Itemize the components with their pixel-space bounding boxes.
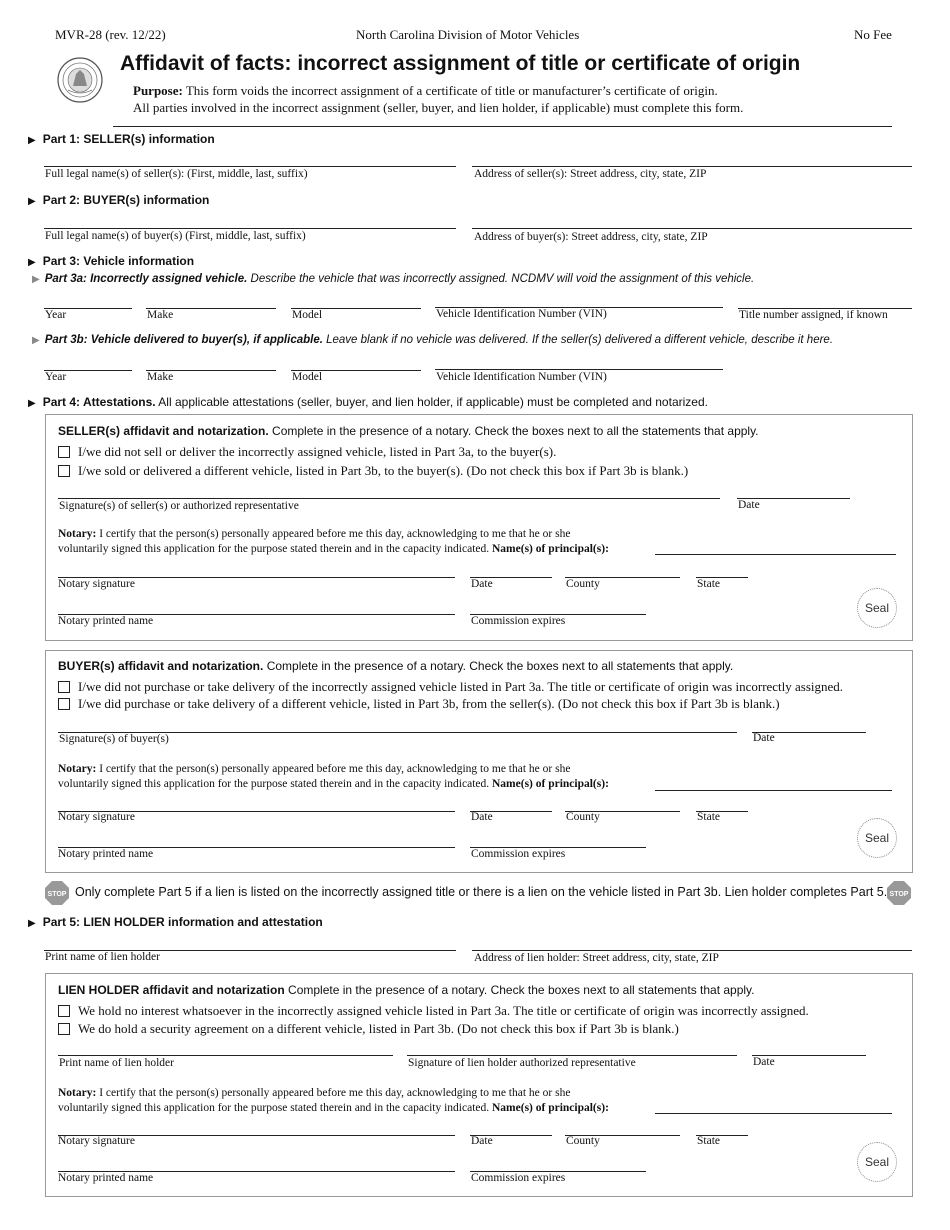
arrow-icon: ▶ [32, 335, 40, 346]
buyer-notary-signature-label: Notary signature [58, 811, 135, 823]
buyer-notary-commission-label: Commission expires [471, 848, 566, 860]
svg-text:STOP: STOP [889, 891, 909, 898]
arrow-icon: ▶ [32, 274, 40, 285]
seller-notary-state-label: State [697, 578, 720, 590]
arrow-icon: ▶ [28, 257, 36, 268]
lienholder-checkbox-1[interactable] [58, 1005, 70, 1017]
seller-notary-county-label: County [566, 578, 600, 590]
seller-notary-commission-label: Commission expires [471, 615, 566, 627]
buyer-notary-county-label: County [566, 811, 600, 823]
part1-heading: ▶ Part 1: SELLER(s) information [28, 132, 215, 146]
lienholder-notary-signature-label: Notary signature [58, 1135, 135, 1147]
purpose-label: Purpose: [133, 83, 183, 98]
seller-address-field[interactable] [472, 166, 912, 167]
seller-signature-label: Signature(s) of seller(s) or authorized representative [59, 500, 299, 512]
buyer-name-label: Full legal name(s) of buyer(s) (First, middle, last, suffix) [45, 230, 306, 242]
part3b-year-label: Year [45, 371, 67, 383]
part4-heading: ▶ Part 4: Attestations. All applicable attestations (seller, buyer, and lien holder, if applicable) must be completed and notarized. [28, 395, 708, 409]
form-id: MVR-28 (rev. 12/22) [55, 27, 166, 42]
lienholder-signature-field[interactable] [407, 1055, 737, 1056]
stop-sign-icon [44, 880, 70, 906]
seller-signature-field[interactable] [58, 498, 720, 499]
part3b-model-label: Model [292, 371, 323, 383]
lienholder-checkbox-2[interactable] [58, 1023, 70, 1035]
arrow-icon: ▶ [28, 135, 36, 146]
seller-notary-printed-name-label: Notary printed name [58, 615, 154, 627]
part2-heading: ▶ Part 2: BUYER(s) information [28, 193, 210, 207]
seller-notary-seal: Seal [857, 588, 897, 628]
part3a-year-label: Year [45, 309, 67, 321]
lienholder-notary-printed-name-label: Notary printed name [58, 1172, 154, 1184]
seller-notary-date-label: Date [471, 578, 493, 590]
lienholder-address-label: Address of lien holder: Street address, city, state, ZIP [474, 952, 719, 964]
lienholder-box-heading: LIEN HOLDER affidavit and notarization Complete in the presence of a notary. Check the boxes next to all statements that apply. [58, 983, 755, 997]
purpose-line-2: All parties involved in the incorrect assignment (seller, buyer, and lien holder, if applicable) must complete this form. [133, 100, 744, 115]
lienholder-notary-commission-label: Commission expires [471, 1172, 566, 1184]
lienholder-notary-statement: Notary: I certify that the person(s) personally appeared before me this day, acknowledging to me that he or she voluntarily signed this application for the purpose stated therein and in the capacity indicated. Name(s) of principal(s): [58, 1087, 609, 1114]
buyer-check-1: I/we did not purchase or take delivery of the incorrectly assigned vehicle listed in Part 3a. The title or certificate of origin was incorrectly assigned. [58, 679, 843, 695]
part3b-make-label: Make [147, 371, 174, 383]
seller-name-field[interactable] [44, 166, 456, 167]
buyer-address-field[interactable] [472, 228, 912, 229]
seller-notary-statement: Notary: I certify that the person(s) personally appeared before me this day, acknowledging to me that he or she voluntarily signed this application for the purpose stated therein and in the capacity indicated. Name(s) of principal(s): [58, 528, 609, 555]
buyer-notary-date-label: Date [471, 811, 493, 823]
agency-name: North Carolina Division of Motor Vehicles [356, 27, 580, 42]
form-title: Affidavit of facts: incorrect assignment of title or certificate of origin [120, 52, 801, 75]
fee-note: No Fee [854, 27, 892, 42]
lienholder-notary-date-label: Date [471, 1135, 493, 1147]
part3a-vin-label: Vehicle Identification Number (VIN) [436, 308, 607, 320]
lienholder-check-1: We hold no interest whatsoever in the incorrectly assigned vehicle listed in Part 3a. The title or certificate of origin was incorrectly assigned. [58, 1003, 809, 1019]
lienholder-signature-label: Signature of lien holder authorized representative [408, 1057, 636, 1069]
buyer-date-label: Date [753, 732, 775, 744]
buyer-box-heading: BUYER(s) affidavit and notarization. Complete in the presence of a notary. Check the boxes next to all statements that apply. [58, 659, 734, 673]
buyer-name-field[interactable] [44, 228, 456, 229]
buyer-notary-state-label: State [697, 811, 720, 823]
seller-principal-field[interactable] [655, 554, 896, 555]
state-seal-icon [56, 56, 104, 104]
seller-address-label: Address of seller(s): Street address, city, state, ZIP [474, 168, 707, 180]
arrow-icon: ▶ [28, 196, 36, 207]
buyer-notary-seal: Seal [857, 818, 897, 858]
buyer-principal-field[interactable] [655, 790, 892, 791]
lienholder-notary-county-label: County [566, 1135, 600, 1147]
seller-checkbox-1[interactable] [58, 446, 70, 458]
lienholder-address-field[interactable] [472, 950, 912, 951]
lienholder-print-name-field[interactable] [58, 1055, 393, 1056]
seller-notary-signature-label: Notary signature [58, 578, 135, 590]
buyer-checkbox-2[interactable] [58, 698, 70, 710]
buyer-signature-label: Signature(s) of buyer(s) [59, 733, 169, 745]
part5-heading: ▶ Part 5: LIEN HOLDER information and attestation [28, 915, 323, 929]
svg-text:STOP: STOP [47, 891, 67, 898]
part3b-vin-label: Vehicle Identification Number (VIN) [436, 371, 607, 383]
seller-check-2: I/we sold or delivered a different vehicle, listed in Part 3b, to the buyer(s). (Do not check this box if Part 3b is blank.) [58, 463, 688, 479]
lienholder-notary-seal: Seal [857, 1142, 897, 1182]
part3b-heading: ▶ Part 3b: Vehicle delivered to buyer(s), if applicable. Leave blank if no vehicle was delivered. If the seller(s) delivered a different vehicle, describe it here. [32, 334, 834, 346]
lienholder-name-label: Print name of lien holder [45, 951, 160, 963]
arrow-icon: ▶ [28, 918, 36, 929]
seller-checkbox-2[interactable] [58, 465, 70, 477]
purpose-line-1: This form voids the incorrect assignment of a certificate of title or manufacturer’s certificate of origin. [182, 83, 718, 98]
part3a-model-label: Model [292, 309, 323, 321]
buyer-check-2: I/we did purchase or take delivery of a different vehicle, listed in Part 3b, from the seller(s). (Do not check this box if Part 3b is blank.) [58, 696, 780, 712]
part3b-vin-field[interactable] [435, 369, 723, 370]
lienholder-principal-field[interactable] [655, 1113, 892, 1114]
purpose-text [133, 82, 913, 116]
buyer-address-label: Address of buyer(s): Street address, city, state, ZIP [474, 231, 708, 243]
part3a-heading: ▶ Part 3a: Incorrectly assigned vehicle. Describe the vehicle that was incorrectly assigned. NCDMV will void the assignment of this vehicle. [32, 273, 755, 285]
part3a-make-label: Make [147, 309, 174, 321]
stop-sign-icon [886, 880, 912, 906]
buyer-notary-printed-name-label: Notary printed name [58, 848, 154, 860]
lienholder-notary-state-label: State [697, 1135, 720, 1147]
seller-box-heading: SELLER(s) affidavit and notarization. Complete in the presence of a notary. Check the boxes next to all the statements that apply. [58, 424, 759, 438]
part3-heading: ▶ Part 3: Vehicle information [28, 254, 195, 268]
lienholder-date-label: Date [753, 1056, 775, 1068]
seller-date-label: Date [738, 499, 760, 511]
buyer-checkbox-1[interactable] [58, 681, 70, 693]
lienholder-print-name-label: Print name of lien holder [59, 1057, 174, 1069]
buyer-notary-statement: Notary: I certify that the person(s) personally appeared before me this day, acknowledging to me that he or she voluntarily signed this application for the purpose stated therein and in the capacity indicated. Name(s) of principal(s): [58, 763, 609, 790]
arrow-icon: ▶ [28, 398, 36, 409]
lienholder-check-2: We do hold a security agreement on a different vehicle, listed in Part 3b. (Do not check this box if Part 3b is blank.) [58, 1021, 679, 1037]
seller-check-1: I/we did not sell or deliver the incorrectly assigned vehicle, listed in Part 3a, to the buyer(s). [58, 444, 556, 460]
seller-name-label: Full legal name(s) of seller(s): (First, middle, last, suffix) [45, 168, 308, 180]
part5-instruction: Only complete Part 5 if a lien is listed on the incorrectly assigned title or there is a lien on the vehicle listed in Part 3b. Lien holder completes Part 5. [75, 885, 888, 899]
header-divider [113, 126, 892, 127]
part3a-title-number-label: Title number assigned, if known [739, 309, 888, 321]
